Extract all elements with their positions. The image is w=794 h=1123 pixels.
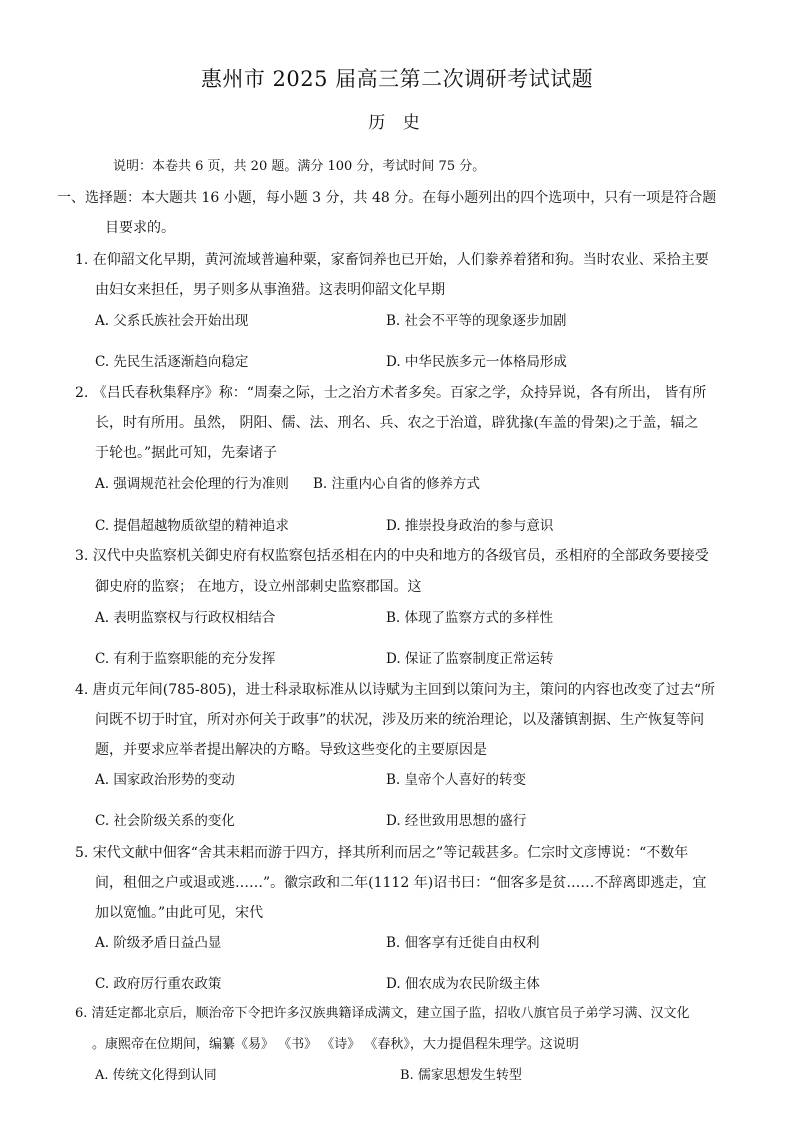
section-heading: 一、选择题：本大题共 16 小题，每小题 3 分，共 48 分。在每小题列出的四个选项中，只有一项是符合题 bbox=[57, 190, 717, 206]
option-d: D. 经世致用思想的盛行 bbox=[386, 813, 527, 829]
option-b: B. 注重内心自省的修养方式 bbox=[313, 476, 481, 492]
option-d: D. 中华民族多元一体格局形成 bbox=[386, 354, 567, 370]
option-b: B. 社会不平等的现象逐步加剧 bbox=[386, 313, 567, 329]
option-b: B. 佃客享有迁徙自由权利 bbox=[386, 935, 540, 951]
option-a: A. 阶级矛盾日益凸显 bbox=[95, 935, 222, 951]
option-b: B. 儒家思想发生转型 bbox=[400, 1068, 522, 1083]
option-a: A. 父系氏族社会开始出现 bbox=[95, 313, 249, 329]
option-a: A. 传统文化得到认同 bbox=[95, 1068, 217, 1083]
question-stem: 6. 清廷定都北京后，顺治帝下令把许多汉族典籍译成满文，建立国子监，招收八旗官员子弟学习满、汉文化 bbox=[75, 1006, 690, 1021]
instructions: 说明：本卷共 6 页，共 20 题。满分 100 分，考试时间 75 分。 bbox=[113, 159, 486, 174]
question-stem: 加以宽恤。”由此可见，宋代 bbox=[95, 905, 264, 921]
option-a: A. 国家政治形势的变动 bbox=[95, 772, 235, 788]
question-stem: 御史府的监察； 在地方，设立州部刺史监察郡国。这 bbox=[95, 579, 422, 595]
question-stem: 间，租佃之户或退或逃……”。徽宗政和二年(1112 年)诏书曰：“佃客多是贫……不辞离即逃走，宜 bbox=[95, 875, 707, 891]
question-stem: 3. 汉代中央监察机关御史府有权监察包括丞相在内的中央和地方的各级官员，丞相府的全部政务要接受 bbox=[75, 548, 709, 564]
question-stem: 。康熙帝在位期间，编纂《易》 《书》 《诗》 《春秋》，大力提倡程朱理学。这说明 bbox=[92, 1037, 579, 1052]
question-stem: 由妇女来担任，男子则多从事渔猎。这表明仰韶文化早期 bbox=[95, 282, 445, 298]
option-a: A. 表明监察权与行政权相结合 bbox=[95, 610, 276, 626]
question-stem: 于轮也。”据此可知，先秦诸子 bbox=[95, 445, 278, 461]
option-c: C. 先民生活逐渐趋向稳定 bbox=[95, 354, 249, 370]
exam-title: 惠州市 2025 届高三第二次调研考试试题 bbox=[200, 67, 594, 91]
question-stem: 题，并要求应举者提出解决的方略。导致这些变化的主要原因是 bbox=[95, 742, 487, 758]
option-c: C. 社会阶级关系的变化 bbox=[95, 813, 235, 829]
option-d: D. 佃农成为农民阶级主体 bbox=[386, 976, 540, 992]
question-stem: 4. 唐贞元年间(785-805)，进士科录取标准从以诗赋为主回到以策问为主，策问的内容也改变了过去“所 bbox=[75, 682, 716, 698]
option-c: C. 政府厉行重农政策 bbox=[95, 976, 222, 992]
question-stem: 长，时有所用。虽然， 阴阳、儒、法、刑名、兵、农之于治道，辟犹掾(车盖的骨架)之于盖，辐之 bbox=[95, 415, 699, 431]
option-d: D. 推崇投身政治的参与意识 bbox=[386, 518, 554, 534]
question-stem: 1. 在仰韶文化早期，黄河流域普遍种粟，家畜饲养也已开始，人们豢养着猪和狗。当时农业、采拾主要 bbox=[75, 252, 709, 268]
question-stem: 5. 宋代文献中佃客“舍其耒耜而游于四方，择其所利而居之”等记载甚多。仁宗时文彦博说：“不数年 bbox=[75, 845, 689, 861]
option-b: B. 体现了监察方式的多样性 bbox=[386, 610, 554, 626]
option-a: A. 强调规范社会伦理的行为准则 bbox=[95, 476, 289, 492]
question-stem: 2. 《吕氏春秋集释序》称：“周秦之际，士之治方术者多矣。百家之学，众持异说，各有所出， 皆有所 bbox=[75, 385, 707, 401]
option-c: C. 有利于监察职能的充分发挥 bbox=[95, 651, 276, 667]
option-c: C. 提倡超越物质欲望的精神追求 bbox=[95, 518, 289, 534]
exam-subject: 历 史 bbox=[368, 113, 426, 133]
section-heading-cont: 目要求的。 bbox=[105, 220, 175, 236]
question-stem: 问既不切于时宜，所对亦何关于政事”的状况，涉及历来的统治理论，以及藩镇割据、生产恢复等问 bbox=[95, 712, 705, 728]
option-d: D. 保证了监察制度正常运转 bbox=[386, 651, 554, 667]
option-b: B. 皇帝个人喜好的转变 bbox=[386, 772, 527, 788]
